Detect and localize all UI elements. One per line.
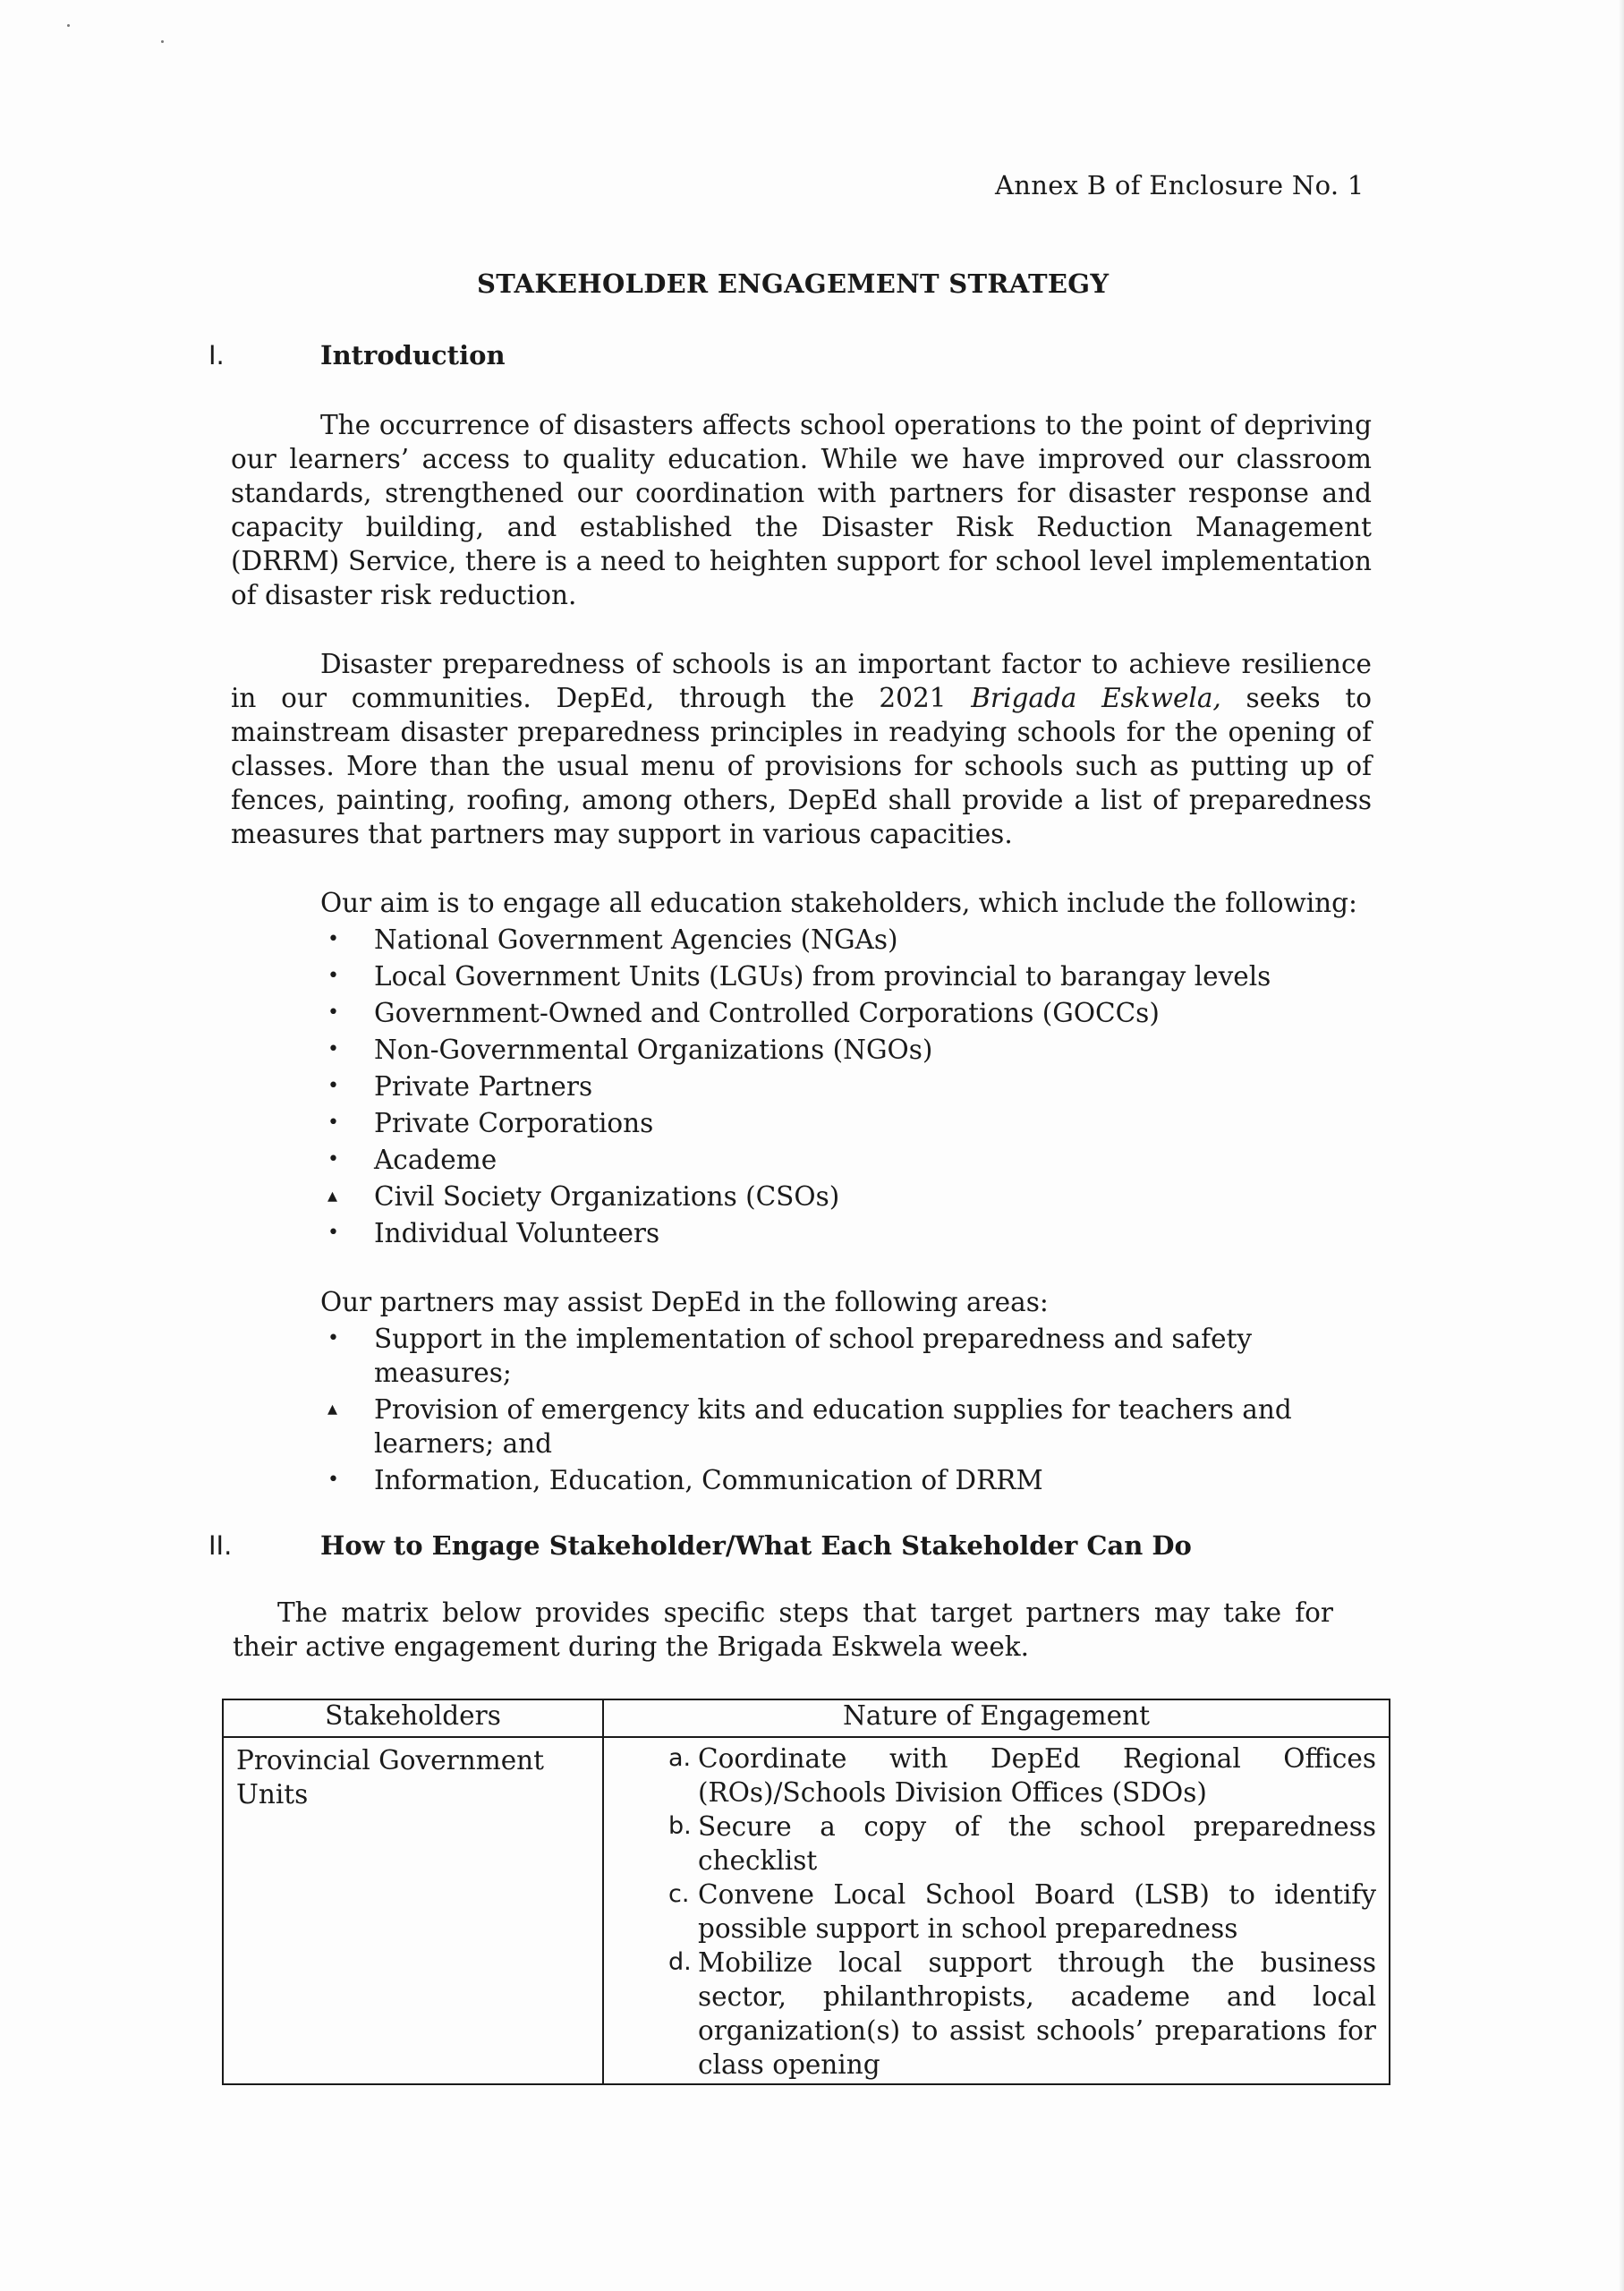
page-edge-shadow <box>1619 0 1624 2291</box>
list-item <box>320 959 1271 993</box>
annex-label: Annex B of Enclosure No. 1 <box>995 170 1365 200</box>
section-title: Introduction <box>320 340 506 370</box>
intro-paragraph-1-text: The occurrence of disasters affects school operations to the point of depriving our learners’ access to quality education. While we have improved our classroom standards, strengthened our coordination with partners for disaster response and capacity building, and established the Disaster Risk Reduction Management (DRRM) Service, there is a need to heighten support for school level implementation of disaster risk reduction. <box>231 410 1372 610</box>
section-title: How to Engage Stakeholder/What Each Stakeholder Can Do <box>320 1530 1192 1561</box>
list-item <box>320 1216 1271 1250</box>
list-item-text: Provision of emergency kits and education supplies for teachers and learners; and <box>374 1394 1292 1459</box>
section-number: II. <box>208 1530 233 1561</box>
bullet-icon: • <box>327 1001 339 1024</box>
bullet-icon: • <box>327 928 339 950</box>
bullet-icon: • <box>327 1038 339 1060</box>
assistance-areas-list <box>320 1322 1394 1500</box>
stakeholder-cell: Provincial Government Units <box>223 1737 603 2084</box>
list-item-text: Private Corporations <box>374 1108 654 1138</box>
stakeholders-lead: Our aim is to engage all education stakeholders, which include the following: <box>320 888 1357 918</box>
list-item-text: National Government Agencies (NGAs) <box>374 924 898 955</box>
list-item <box>320 923 1271 957</box>
step-letter: b. <box>668 1812 692 1840</box>
column-header-stakeholders: Stakeholders <box>223 1699 603 1737</box>
brigada-eskwela-italic: Brigada Eskwela, <box>971 683 1221 713</box>
list-item-text: Non-Governmental Organizations (NGOs) <box>374 1035 933 1065</box>
step-letter: a. <box>668 1744 692 1772</box>
list-item-text: Civil Society Organizations (CSOs) <box>374 1181 840 1212</box>
engagement-step <box>613 1946 1376 2082</box>
scan-speck <box>67 24 70 27</box>
step-text: Coordinate with DepEd Regional Offices (ROs)/Schools Division Offices (SDOs) <box>698 1743 1376 1808</box>
list-item-text: Support in the implementation of school preparedness and safety measures; <box>374 1324 1253 1388</box>
list-item <box>320 1033 1271 1067</box>
matrix-intro-text: The matrix below provides specific steps that target partners may take for their active engagement during the Brigada Eskwela week. <box>233 1597 1333 1662</box>
bullet-icon: • <box>327 1111 339 1134</box>
intro-paragraph-1 <box>231 408 1372 612</box>
step-text: Convene Local School Board (LSB) to identify possible support in school preparedness <box>698 1879 1376 1944</box>
list-item <box>320 1463 1394 1497</box>
list-item-text: Private Partners <box>374 1071 593 1102</box>
table-header-row <box>223 1699 1390 1737</box>
list-item <box>320 1106 1271 1140</box>
step-letter: c. <box>668 1880 690 1908</box>
list-item-text: Information, Education, Communication of DRRM <box>374 1465 1043 1495</box>
engagement-step <box>613 1742 1376 1810</box>
list-item <box>320 1180 1271 1214</box>
bullet-icon: • <box>327 1469 339 1491</box>
list-item-text: Local Government Units (LGUs) from provincial to barangay levels <box>374 961 1271 992</box>
engagement-steps-list <box>613 1742 1376 2082</box>
document-title: STAKEHOLDER ENGAGEMENT STRATEGY <box>477 268 1110 299</box>
list-item-text: Government-Owned and Controlled Corporations (GOCCs) <box>374 998 1160 1028</box>
bullet-icon: • <box>327 1222 339 1244</box>
bullet-icon: • <box>327 965 339 987</box>
bullet-icon: • <box>327 1148 339 1171</box>
bullet-icon: ▴ <box>327 1185 338 1207</box>
list-item <box>320 1322 1394 1390</box>
matrix-intro-paragraph <box>233 1596 1333 1664</box>
engagement-step <box>613 1810 1376 1878</box>
engagement-matrix-table <box>222 1699 1390 2085</box>
step-text: Secure a copy of the school preparedness checklist <box>698 1811 1376 1876</box>
step-letter: d. <box>668 1948 692 1976</box>
list-item <box>320 1392 1394 1461</box>
bullet-icon: • <box>327 1327 339 1350</box>
areas-lead: Our partners may assist DepEd in the following areas: <box>320 1287 1049 1317</box>
column-header-nature-of-engagement: Nature of Engagement <box>603 1699 1390 1737</box>
bullet-icon: • <box>327 1075 339 1097</box>
list-item <box>320 996 1271 1030</box>
engagement-step <box>613 1878 1376 1946</box>
scan-speck <box>161 40 164 43</box>
list-item-text: Individual Volunteers <box>374 1218 660 1248</box>
intro-paragraph-2-text-a: Disaster preparedness of schools is an important factor to achieve resilience in our communities. DepEd, through the 2021 <box>231 649 1372 713</box>
intro-paragraph-2 <box>231 647 1372 851</box>
table-row <box>223 1737 1390 2084</box>
list-item-text: Academe <box>374 1145 497 1175</box>
step-text: Mobilize local support through the business sector, philanthropists, academe and local organization(s) to assist schools’ preparations for class opening <box>698 1947 1376 2080</box>
section-number: I. <box>208 340 225 370</box>
engagement-cell <box>603 1737 1390 2084</box>
list-item <box>320 1069 1271 1103</box>
intro-paragraph-2-text-b: seeks to mainstream disaster preparedness principles in readying schools for the opening of classes. More than the usual menu of provisions for schools such as putting up of fences, painting, roofing, among others, DepEd shall provide a list of preparedness measures that partners may support in various capacities. <box>231 683 1372 849</box>
list-item <box>320 1143 1271 1177</box>
stakeholder-list <box>320 923 1271 1253</box>
bullet-icon: ▴ <box>327 1398 338 1420</box>
